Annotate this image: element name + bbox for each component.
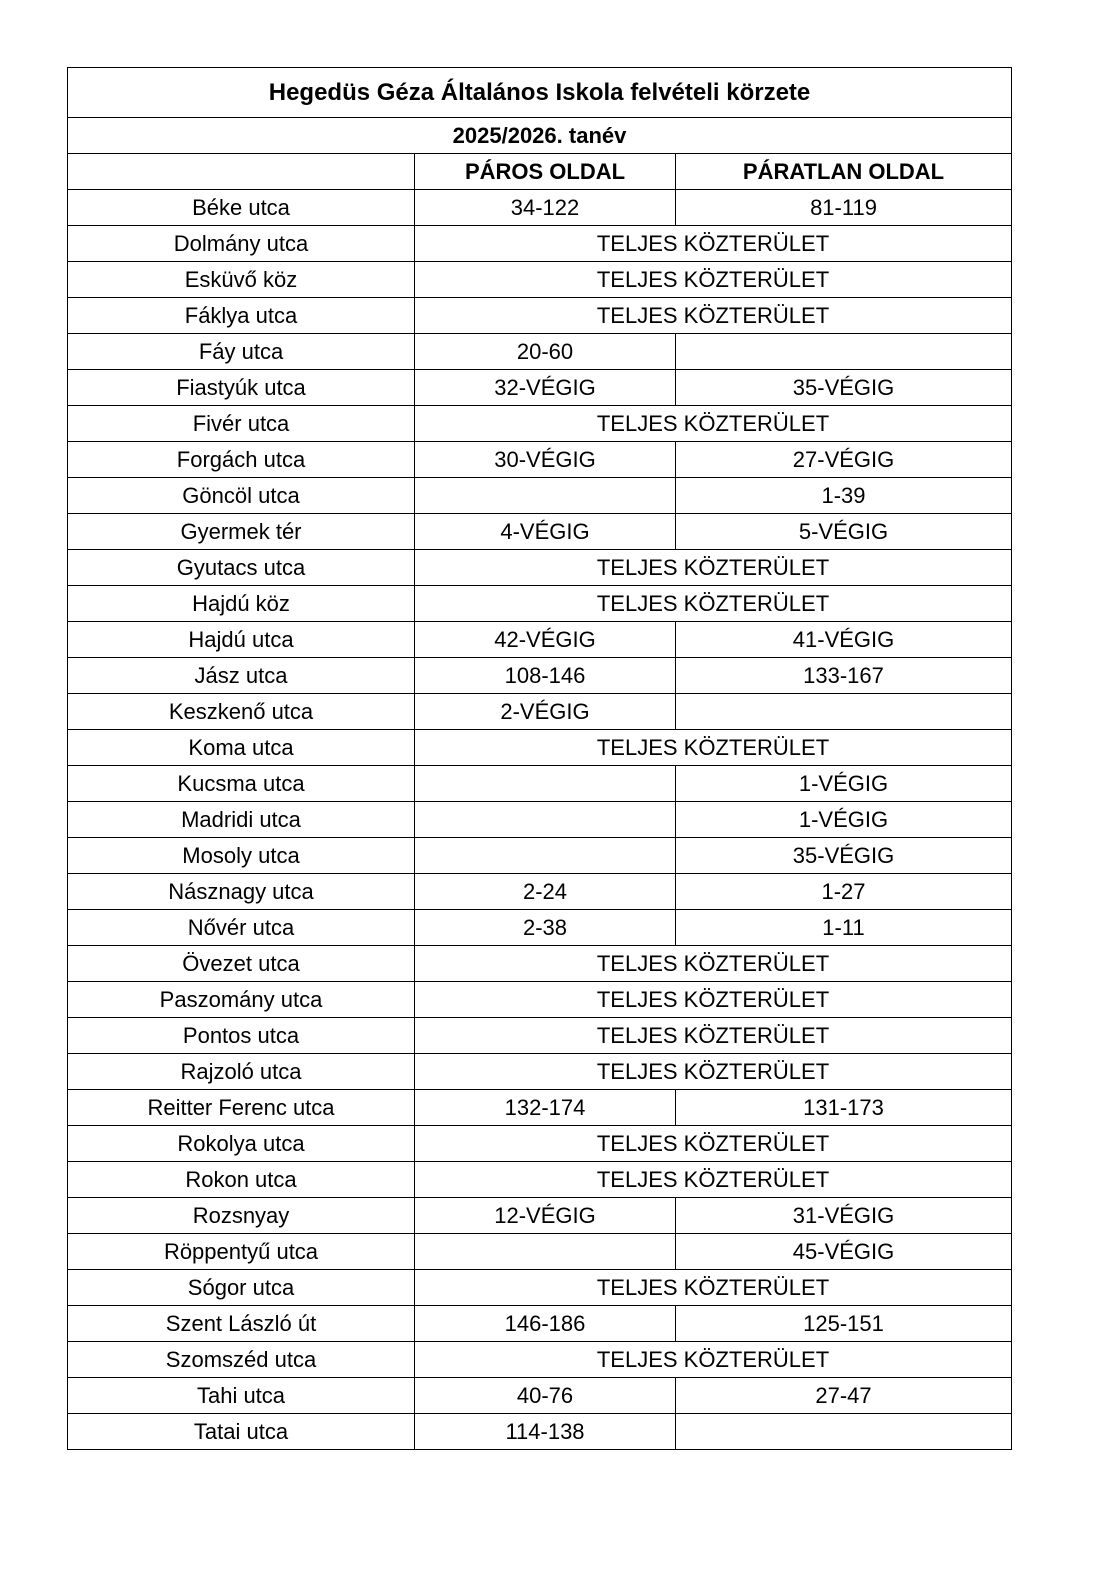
street-name: Tatai utca [68, 1414, 415, 1450]
full-area-cell: TELJES KÖZTERÜLET [415, 298, 1012, 334]
even-side-range [415, 838, 676, 874]
full-area-cell: TELJES KÖZTERÜLET [415, 1054, 1012, 1090]
odd-side-range: 125-151 [676, 1306, 1012, 1342]
odd-side-range: 35-VÉGIG [676, 838, 1012, 874]
even-side-range: 132-174 [415, 1090, 676, 1126]
odd-side-range: 131-173 [676, 1090, 1012, 1126]
table-row [68, 370, 1012, 406]
even-side-range: 2-VÉGIG [415, 694, 676, 730]
document-title: Hegedüs Géza Általános Iskola felvételi körzete [68, 68, 1012, 118]
table-row [68, 1342, 1012, 1378]
table-row [68, 1126, 1012, 1162]
header-street [68, 154, 415, 190]
even-side-range: 34-122 [415, 190, 676, 226]
table-row [68, 226, 1012, 262]
street-name: Béke utca [68, 190, 415, 226]
even-side-range: 20-60 [415, 334, 676, 370]
table-row [68, 298, 1012, 334]
odd-side-range [676, 694, 1012, 730]
full-area-cell: TELJES KÖZTERÜLET [415, 550, 1012, 586]
even-side-range: 108-146 [415, 658, 676, 694]
street-name: Övezet utca [68, 946, 415, 982]
table-row [68, 658, 1012, 694]
table-row [68, 586, 1012, 622]
header-row [68, 154, 1012, 190]
odd-side-range [676, 334, 1012, 370]
even-side-range [415, 802, 676, 838]
even-side-range: 114-138 [415, 1414, 676, 1450]
street-name: Rajzoló utca [68, 1054, 415, 1090]
header-even-side: PÁROS OLDAL [415, 154, 676, 190]
full-area-cell: TELJES KÖZTERÜLET [415, 1270, 1012, 1306]
table-row [68, 442, 1012, 478]
odd-side-range: 41-VÉGIG [676, 622, 1012, 658]
street-name: Násznagy utca [68, 874, 415, 910]
street-name: Fiastyúk utca [68, 370, 415, 406]
street-name: Reitter Ferenc utca [68, 1090, 415, 1126]
street-name: Rokon utca [68, 1162, 415, 1198]
table-row [68, 1270, 1012, 1306]
street-name: Keszkenő utca [68, 694, 415, 730]
table-row [68, 1162, 1012, 1198]
odd-side-range: 27-47 [676, 1378, 1012, 1414]
full-area-cell: TELJES KÖZTERÜLET [415, 262, 1012, 298]
street-name: Mosoly utca [68, 838, 415, 874]
odd-side-range: 31-VÉGIG [676, 1198, 1012, 1234]
street-name: Hajdú utca [68, 622, 415, 658]
table-row [68, 1378, 1012, 1414]
full-area-cell: TELJES KÖZTERÜLET [415, 1342, 1012, 1378]
street-name: Göncöl utca [68, 478, 415, 514]
table-row [68, 1234, 1012, 1270]
table-row [68, 334, 1012, 370]
odd-side-range: 1-27 [676, 874, 1012, 910]
street-name: Gyutacs utca [68, 550, 415, 586]
table-row [68, 1306, 1012, 1342]
street-name: Gyermek tér [68, 514, 415, 550]
full-area-cell: TELJES KÖZTERÜLET [415, 586, 1012, 622]
even-side-range: 12-VÉGIG [415, 1198, 676, 1234]
table-row [68, 946, 1012, 982]
table-row [68, 1018, 1012, 1054]
street-name: Dolmány utca [68, 226, 415, 262]
odd-side-range [676, 1414, 1012, 1450]
street-name: Esküvő köz [68, 262, 415, 298]
even-side-range: 2-24 [415, 874, 676, 910]
street-name: Koma utca [68, 730, 415, 766]
odd-side-range: 1-39 [676, 478, 1012, 514]
odd-side-range: 5-VÉGIG [676, 514, 1012, 550]
subtitle-row [68, 118, 1012, 154]
odd-side-range: 35-VÉGIG [676, 370, 1012, 406]
street-name: Fáy utca [68, 334, 415, 370]
street-name: Röppentyű utca [68, 1234, 415, 1270]
full-area-cell: TELJES KÖZTERÜLET [415, 1162, 1012, 1198]
street-name: Tahi utca [68, 1378, 415, 1414]
street-name: Rozsnyay [68, 1198, 415, 1234]
table-row [68, 1414, 1012, 1450]
street-name: Szent László út [68, 1306, 415, 1342]
even-side-range: 32-VÉGIG [415, 370, 676, 406]
district-table [67, 67, 1012, 1450]
full-area-cell: TELJES KÖZTERÜLET [415, 730, 1012, 766]
table-row [68, 514, 1012, 550]
table-row [68, 1090, 1012, 1126]
table-row [68, 874, 1012, 910]
even-side-range: 146-186 [415, 1306, 676, 1342]
even-side-range: 42-VÉGIG [415, 622, 676, 658]
even-side-range [415, 478, 676, 514]
full-area-cell: TELJES KÖZTERÜLET [415, 226, 1012, 262]
odd-side-range: 1-VÉGIG [676, 802, 1012, 838]
street-name: Paszomány utca [68, 982, 415, 1018]
street-name: Nővér utca [68, 910, 415, 946]
table-row [68, 730, 1012, 766]
street-name: Rokolya utca [68, 1126, 415, 1162]
odd-side-range: 1-VÉGIG [676, 766, 1012, 802]
even-side-range: 30-VÉGIG [415, 442, 676, 478]
table-row [68, 478, 1012, 514]
table-row [68, 1054, 1012, 1090]
street-name: Madridi utca [68, 802, 415, 838]
table-row [68, 622, 1012, 658]
full-area-cell: TELJES KÖZTERÜLET [415, 982, 1012, 1018]
full-area-cell: TELJES KÖZTERÜLET [415, 1018, 1012, 1054]
header-odd-side: PÁRATLAN OLDAL [676, 154, 1012, 190]
street-name: Hajdú köz [68, 586, 415, 622]
street-name: Pontos utca [68, 1018, 415, 1054]
school-year: 2025/2026. tanév [68, 118, 1012, 154]
even-side-range [415, 766, 676, 802]
odd-side-range: 27-VÉGIG [676, 442, 1012, 478]
full-area-cell: TELJES KÖZTERÜLET [415, 946, 1012, 982]
odd-side-range: 1-11 [676, 910, 1012, 946]
street-name: Sógor utca [68, 1270, 415, 1306]
table-row [68, 802, 1012, 838]
odd-side-range: 45-VÉGIG [676, 1234, 1012, 1270]
even-side-range: 2-38 [415, 910, 676, 946]
street-name: Jász utca [68, 658, 415, 694]
full-area-cell: TELJES KÖZTERÜLET [415, 1126, 1012, 1162]
full-area-cell: TELJES KÖZTERÜLET [415, 406, 1012, 442]
table-row [68, 406, 1012, 442]
title-row [68, 68, 1012, 118]
street-name: Fivér utca [68, 406, 415, 442]
table-row [68, 262, 1012, 298]
odd-side-range: 133-167 [676, 658, 1012, 694]
even-side-range: 4-VÉGIG [415, 514, 676, 550]
table-row [68, 1198, 1012, 1234]
table-row [68, 190, 1012, 226]
street-name: Kucsma utca [68, 766, 415, 802]
street-name: Fáklya utca [68, 298, 415, 334]
even-side-range: 40-76 [415, 1378, 676, 1414]
even-side-range [415, 1234, 676, 1270]
table-row [68, 910, 1012, 946]
street-name: Forgách utca [68, 442, 415, 478]
table-row [68, 550, 1012, 586]
odd-side-range: 81-119 [676, 190, 1012, 226]
table-row [68, 982, 1012, 1018]
table-row [68, 838, 1012, 874]
table-row [68, 694, 1012, 730]
street-name: Szomszéd utca [68, 1342, 415, 1378]
table-row [68, 766, 1012, 802]
